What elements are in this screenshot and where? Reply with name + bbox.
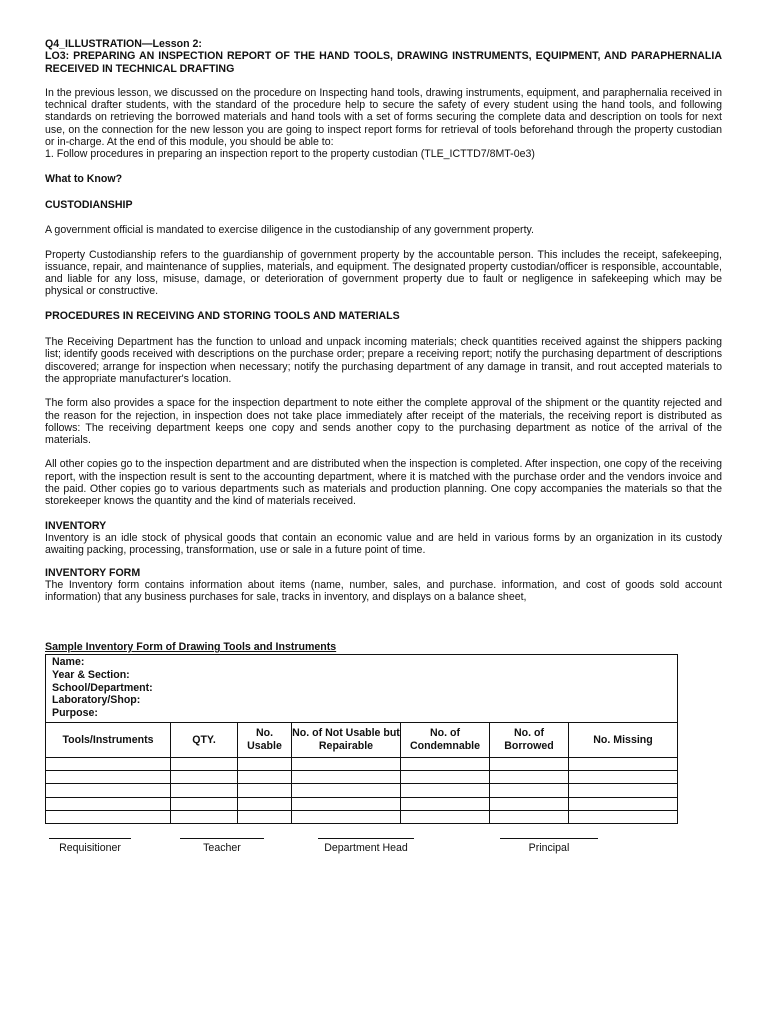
procedures-paragraph-2: The form also provides a space for the inspection department to note either the complete approval of the shipment or the quantity rejected and the reason for the rejection, in inspection does not take place immediately after receipt of the materials, the receiving report is distributed as follows: The receiving department keeps one copy and sends another copy to the purchasing department as notice of the arrival of the materials. bbox=[45, 397, 722, 447]
blank-cell bbox=[46, 810, 171, 823]
blank-cell bbox=[238, 810, 292, 823]
form-header-row bbox=[46, 722, 678, 757]
blank-cell bbox=[292, 771, 401, 784]
column-header-missing: No. Missing bbox=[569, 722, 678, 757]
year-section-field-label: Year & Section: bbox=[52, 668, 130, 681]
blank-cell bbox=[490, 771, 569, 784]
signature-line bbox=[500, 838, 598, 839]
blank-cell bbox=[292, 757, 401, 770]
custodianship-paragraph-1: A government official is mandated to exercise diligence in the custodianship of any government property. bbox=[45, 224, 534, 237]
blank-cell bbox=[238, 757, 292, 770]
blank-cell bbox=[238, 784, 292, 797]
blank-cell bbox=[238, 797, 292, 810]
signature-department-head bbox=[318, 838, 414, 854]
form-info-row bbox=[46, 655, 678, 723]
blank-cell bbox=[292, 784, 401, 797]
objective-item: 1. Follow procedures in preparing an inspection report to the property custodian (TLE_ICTTD7/8MT-0e3) bbox=[45, 148, 535, 161]
procedures-heading: PROCEDURES IN RECEIVING AND STORING TOOLS AND MATERIALS bbox=[45, 309, 400, 322]
column-header-borrowed: No. of Borrowed bbox=[490, 722, 569, 757]
blank-cell bbox=[46, 797, 171, 810]
column-header-usable: No. Usable bbox=[238, 722, 292, 757]
inventory-form-paragraph: The Inventory form contains information about items (name, number, sales, and purchase. information, and cost of goods sold account information) that any business purchases for sale, tracks in inventory, and displays on a balance sheet, bbox=[45, 578, 722, 604]
table-row bbox=[46, 757, 678, 770]
form-info-cell bbox=[46, 655, 678, 723]
name-field-label: Name: bbox=[52, 656, 85, 668]
document-body bbox=[45, 38, 722, 603]
blank-cell bbox=[171, 771, 238, 784]
signature-requisitioner bbox=[48, 838, 132, 854]
learning-outcome-title: LO3: PREPARING AN INSPECTION REPORT OF THE HAND TOOLS, DRAWING INSTRUMENTS, EQUIPMENT, AND PARAPHERNALIA RECEIVED IN TECHNICAL DRAFTING bbox=[45, 50, 722, 75]
signature-label: Requisitioner bbox=[59, 842, 121, 854]
column-header-qty: QTY. bbox=[171, 722, 238, 757]
blank-cell bbox=[569, 810, 678, 823]
inventory-paragraph: Inventory is an idle stock of physical goods that contain an economic value and are held in various forms by an organization in its custody awaiting packing, processing, transformation, use or sale in a future point of time. bbox=[45, 531, 722, 557]
blank-cell bbox=[46, 771, 171, 784]
blank-cell bbox=[171, 810, 238, 823]
procedures-paragraph-3: All other copies go to the inspection department and are distributed when the inspection is completed. After inspection, one copy of the receiving report, with the inspection result is sent to the accounting department, where it is matched with the purchase order and the vendors invoice and the paid. Other copies go to various departments such as materials and production planning. One copy accompanies the materials so that the storekeeper knows the quantity and the kind of materials received. bbox=[45, 458, 722, 508]
custodianship-heading: CUSTODIANSHIP bbox=[45, 198, 133, 211]
table-row bbox=[46, 784, 678, 797]
column-header-condemnable: No. of Condemnable bbox=[401, 722, 490, 757]
blank-cell bbox=[401, 810, 490, 823]
blank-cell bbox=[569, 771, 678, 784]
column-header-repairable: No. of Not Usable but Repairable bbox=[292, 722, 401, 757]
inventory-heading: INVENTORY bbox=[45, 519, 107, 532]
blank-cell bbox=[401, 771, 490, 784]
blank-cell bbox=[46, 757, 171, 770]
what-to-know-heading: What to Know? bbox=[45, 172, 123, 185]
signature-line bbox=[49, 838, 131, 839]
blank-cell bbox=[292, 810, 401, 823]
school-department-field-label: School/Department: bbox=[52, 681, 153, 694]
signature-label: Principal bbox=[528, 842, 570, 854]
blank-cell bbox=[292, 797, 401, 810]
signature-label: Teacher bbox=[203, 842, 241, 854]
blank-cell bbox=[171, 797, 238, 810]
table-row bbox=[46, 797, 678, 810]
blank-cell bbox=[401, 757, 490, 770]
custodianship-paragraph-2: Property Custodianship refers to the guardianship of government property by the accountable person. This includes the receipt, safekeeping, issuance, repair, and maintenance of supplies, materials, and equipment. The designated property custodian/officer is responsible, accountable, and liable for any loss, misuse, damage, or deterioration of government property due to fault or negligence in safekeeping which may be physical or constructive. bbox=[45, 248, 722, 298]
signature-principal bbox=[500, 838, 598, 854]
blank-cell bbox=[490, 797, 569, 810]
table-row bbox=[46, 771, 678, 784]
blank-cell bbox=[490, 784, 569, 797]
signature-line bbox=[180, 838, 264, 839]
blank-cell bbox=[569, 784, 678, 797]
blank-cell bbox=[171, 757, 238, 770]
signature-teacher bbox=[180, 838, 264, 854]
blank-cell bbox=[171, 784, 238, 797]
inventory-form-table bbox=[45, 654, 678, 824]
signature-label: Department Head bbox=[324, 842, 408, 854]
inventory-form-heading: INVENTORY FORM bbox=[45, 566, 141, 579]
blank-cell bbox=[490, 757, 569, 770]
blank-cell bbox=[401, 797, 490, 810]
procedures-paragraph-1: The Receiving Department has the function to unload and unpack incoming materials; check quantities received against the shippers packing list; identify goods received with descriptions on the purchase order; prepare a receiving report; notify the purchasing department of descriptions discovered; arrange for inspection when necessary; notify the purchasing department of any damage in transit, and rout accepted materials to the appropriate manufacturer's location. bbox=[45, 336, 722, 385]
table-row bbox=[46, 810, 678, 823]
blank-cell bbox=[401, 784, 490, 797]
blank-cell bbox=[46, 784, 171, 797]
laboratory-shop-field-label: Laboratory/Shop: bbox=[52, 694, 141, 707]
blank-cell bbox=[569, 757, 678, 770]
intro-paragraph: In the previous lesson, we discussed on the procedure on Inspecting hand tools, drawing instruments, equipment, and paraphernalia received in technical drafter students, with the standard of the procedure help to secure the safety of every student using the hand tools, and following standards on retrieving the borrowed materials and hand tools with a set of forms securing the complete data and description on tools for next use, on the connection for the new lesson you are going to inspect report forms for retrieval of tools beforehand through the property custodian or in-charge. At the end of this module, you should be able to: bbox=[45, 86, 722, 149]
form-blank-rows bbox=[46, 757, 678, 823]
column-header-tools: Tools/Instruments bbox=[46, 722, 171, 757]
form-caption: Sample Inventory Form of Drawing Tools and Instruments bbox=[45, 641, 337, 653]
lesson-title: Q4_ILLUSTRATION—Lesson 2: bbox=[45, 38, 202, 50]
blank-cell bbox=[569, 797, 678, 810]
blank-cell bbox=[238, 771, 292, 784]
signature-line bbox=[318, 838, 414, 839]
blank-cell bbox=[490, 810, 569, 823]
purpose-field-label: Purpose: bbox=[52, 707, 98, 720]
